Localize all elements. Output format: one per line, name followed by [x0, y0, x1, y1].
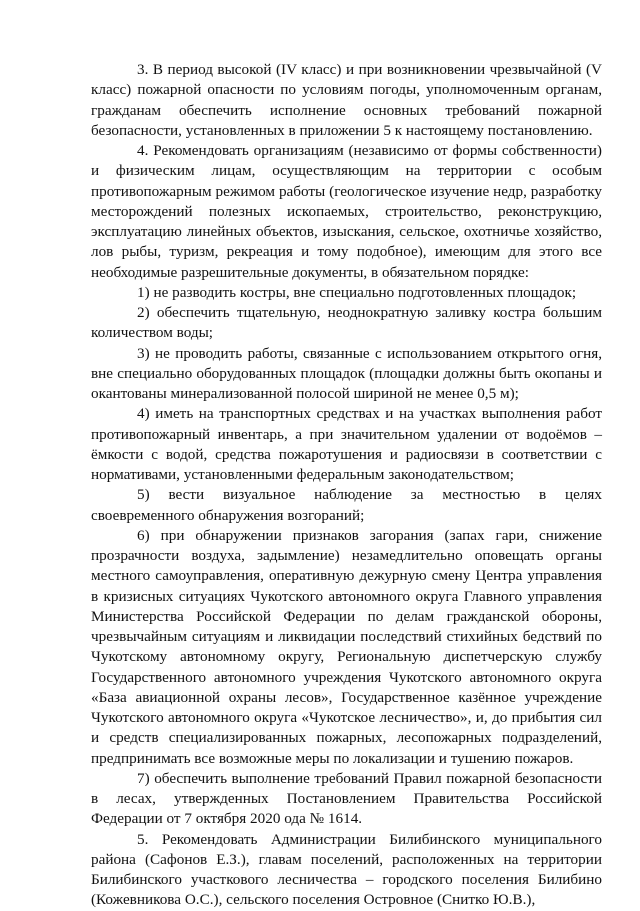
paragraph-item-4: 4. Рекомендовать организациям (независимо от формы собственности) и физическим лицам, осуществляющим на территории с особым противопожарным режимом работы (геологическое изучение недр, разработку месторождений полезных ископаемых, строительство, реконструкцию, эксплуатацию линейных объектов, изыскания, сельское, охотничье хозяйство, лов рыбы, туризм, рекреация и тому подобное), имеющим для этого все необходимые разрешительные документы, в обязательном порядке: — [91, 142, 602, 281]
list-item-3: 3) не проводить работы, связанные с использованием открытого огня, вне специально оборудованных площадок (площадки должны быть окопаны и окантованы минерализованной полосой шириной не менее 0,5 м); — [91, 344, 602, 402]
paragraph-item-5: 5. Рекомендовать Администрации Билибинского муниципального района (Сафонов Е.З.), главам поселений, расположенных на территории Билибинского участкового лесничества – городского поселения Билибино (Кожевникова О.С.), сельского поселения Островное (Снитко Ю.В.), — [91, 830, 602, 909]
list-item-4: 4) иметь на транспортных средствах и на участках выполнения работ противопожарный инвентарь, а при значительном удалении от водоёмов – ёмкости с водой, средства пожаротушения и радиосвязи в соответствии с нормативами, установленными федеральным законодательством; — [91, 405, 602, 483]
document-page — [91, 60, 602, 911]
list-item-5: 5) вести визуальное наблюдение за местностью в целях своевременного обнаружения возгораний; — [91, 486, 602, 524]
paragraph-item-3: 3. В период высокой (IV класс) и при возникновении чрезвычайной (V класс) пожарной опасности по условиям погоды, уполномоченным органам, гражданам обеспечить исполнение основных требований пожарной безопасности, установленных в приложении 5 к настоящему постановлению. — [91, 61, 602, 139]
list-item-2: 2) обеспечить тщательную, неоднократную заливку костра большим количеством воды; — [91, 304, 602, 342]
list-item-7: 7) обеспечить выполнение требований Правил пожарной безопасности в лесах, утвержденных Постановлением Правительства Российской Федерации от 7 октября 2020 ода № 1614. — [91, 769, 602, 828]
list-item-6: 6) при обнаружении признаков загорания (запах гари, снижение прозрачности воздуха, задымление) незамедлительно оповещать органы местного самоуправления, оперативную дежурную смену Центра управления в кризисных ситуациях Чукотского автономного округа Главного управления Министерства Российской Федерации по делам гражданской обороны, чрезвычайным ситуациям и ликвидации последствий стихийных бедствий по Чукотскому автономному округу, Региональную диспетчерскую службу Государственного автономного учреждения Чукотского автономного округа «База авиационной охраны лесов», Государственное казённое учреждение Чукотского автономного округа «Чукотское лесничество», и, до прибытия сил и средств специализированных пожарных, лесопожарных подразделений, предпринимать все возможные меры по локализации и тушению пожаров. — [91, 526, 602, 767]
list-item-1: 1) не разводить костры, вне специально подготовленных площадок; — [137, 283, 577, 301]
